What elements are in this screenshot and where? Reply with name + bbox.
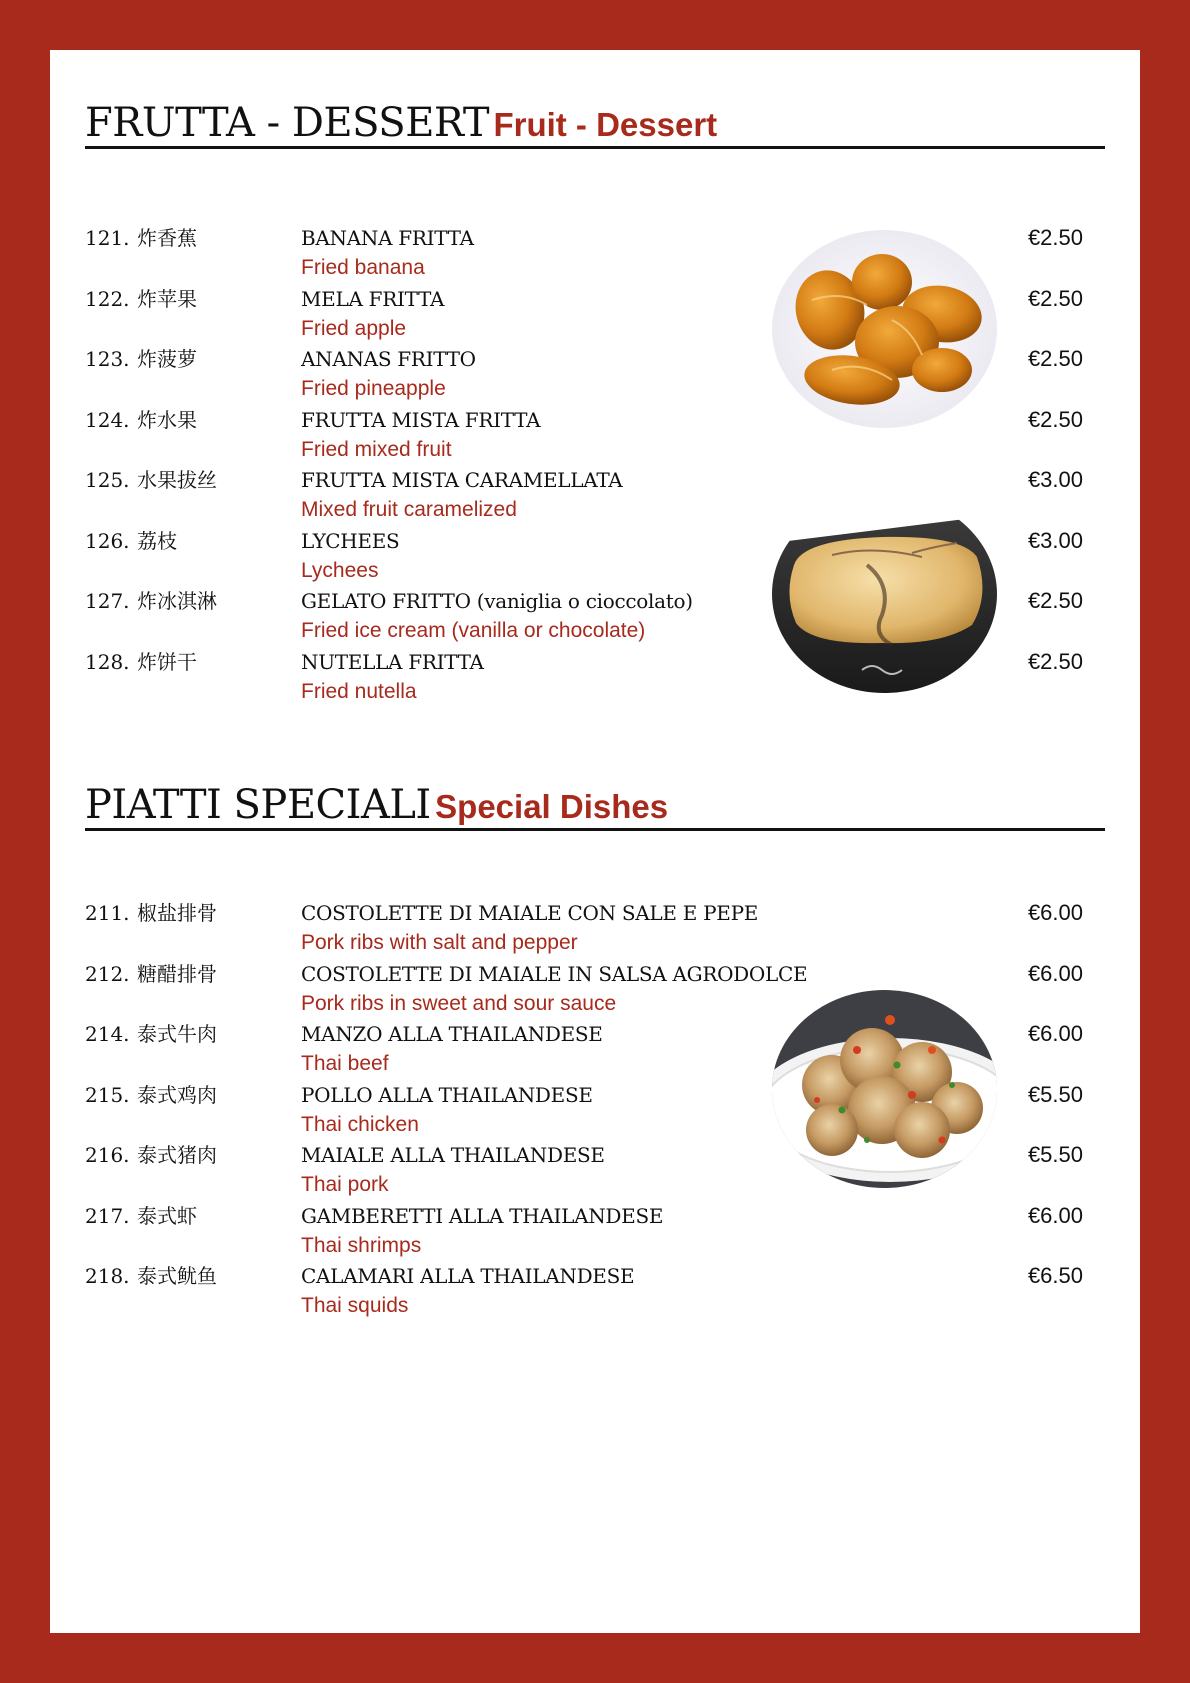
item-number: 218. <box>85 1264 130 1288</box>
item-description: Fried nutella <box>301 679 417 703</box>
item-name: BANANA FRITTA <box>301 226 474 250</box>
menu-page <box>50 50 1140 1633</box>
item-name: GAMBERETTI ALLA THAILANDESE <box>301 1203 664 1228</box>
item-number: 214. <box>85 1022 130 1046</box>
list-item <box>85 406 1105 467</box>
item-chinese-name: 椒盐排骨 <box>137 901 217 925</box>
item-number: 125. <box>85 468 130 492</box>
item-price: €2.50 <box>1027 285 1083 311</box>
item-number: 211. <box>85 901 130 925</box>
item-price: €6.00 <box>1027 1021 1083 1046</box>
item-chinese-name: 水果拔丝 <box>137 468 217 492</box>
fried-ice-cream-photo <box>772 495 997 693</box>
item-chinese-name: 泰式鸡肉 <box>137 1082 217 1107</box>
item-chinese-name: 泰式鱿鱼 <box>137 1264 217 1288</box>
item-number: 215. <box>85 1082 130 1107</box>
item-chinese-name: 炸香蕉 <box>137 226 197 250</box>
item-description: Mixed fruit caramelized <box>301 498 517 521</box>
item-description: Pork ribs in sweet and sour sauce <box>301 991 617 1015</box>
item-chinese-name: 炸冰淇淋 <box>137 589 217 613</box>
item-number: 121. <box>85 226 130 250</box>
item-number: 216. <box>85 1143 130 1167</box>
item-chinese-name: 炸水果 <box>137 407 197 432</box>
item-name: COSTOLETTE DI MAIALE CON SALE E PEPE <box>301 901 759 925</box>
item-price: €6.00 <box>1027 1202 1083 1228</box>
item-number: 212. <box>85 961 130 986</box>
item-description: Thai pork <box>301 1173 389 1196</box>
item-name: COSTOLETTE DI MAIALE IN SALSA AGRODOLCE <box>301 961 808 986</box>
item-name: POLLO ALLA THAILANDESE <box>301 1082 593 1107</box>
list-item <box>85 1202 1105 1263</box>
item-price: €2.50 <box>1027 346 1083 371</box>
section-title-italian: FRUTTA - DESSERT <box>85 100 489 146</box>
item-name: NUTELLA FRITTA <box>301 649 484 674</box>
item-chinese-name: 炸菠萝 <box>137 347 197 371</box>
item-price: €6.50 <box>1027 1263 1083 1288</box>
item-price: €6.00 <box>1027 900 1083 925</box>
item-number: 127. <box>85 589 130 613</box>
item-name: GELATO FRITTO (vaniglia o cioccolato) <box>301 589 693 613</box>
list-item <box>85 899 1105 960</box>
item-chinese-name: 荔枝 <box>137 528 177 553</box>
item-chinese-name: 泰式猪肉 <box>137 1143 217 1167</box>
item-description: Fried pineapple <box>301 377 446 400</box>
item-description: Thai shrimps <box>301 1233 422 1257</box>
section-title-english: Fruit - Dessert <box>493 106 718 143</box>
item-price: €6.00 <box>1027 960 1083 986</box>
item-chinese-name: 泰式牛肉 <box>137 1022 217 1046</box>
item-price: €2.50 <box>1027 648 1083 674</box>
pork-ribs-photo <box>772 990 997 1188</box>
item-name: MELA FRITTA <box>301 286 445 311</box>
item-description: Fried mixed fruit <box>301 437 452 461</box>
item-name: FRUTTA MISTA FRITTA <box>301 407 541 432</box>
item-number: 217. <box>85 1203 130 1228</box>
item-number: 128. <box>85 649 130 674</box>
item-chinese-name: 炸饼干 <box>137 649 197 674</box>
item-number: 122. <box>85 286 130 311</box>
item-description: Lychees <box>301 558 379 582</box>
item-description: Fried banana <box>301 256 425 279</box>
item-price: €2.50 <box>1027 406 1083 432</box>
section-header-dessert <box>85 100 1105 149</box>
section-title-italian: PIATTI SPECIALI <box>85 782 431 828</box>
item-name: FRUTTA MISTA CARAMELLATA <box>301 468 623 492</box>
item-chinese-name: 糖醋排骨 <box>137 961 217 986</box>
item-price: €2.50 <box>1027 225 1083 250</box>
item-name: ANANAS FRITTO <box>301 347 476 371</box>
item-name: MANZO ALLA THAILANDESE <box>301 1022 603 1046</box>
item-number: 124. <box>85 407 130 432</box>
fried-banana-photo <box>772 230 997 428</box>
item-description: Pork ribs with salt and pepper <box>301 931 578 954</box>
item-chinese-name: 炸苹果 <box>137 286 197 311</box>
section-title-english: Special Dishes <box>435 788 669 825</box>
item-price: €5.50 <box>1027 1081 1083 1107</box>
item-description: Fried ice cream (vanilla or chocolate) <box>301 619 646 642</box>
item-price: €3.00 <box>1027 467 1083 492</box>
item-description: Thai beef <box>301 1052 389 1075</box>
item-name: MAIALE ALLA THAILANDESE <box>301 1143 605 1167</box>
item-description: Fried apple <box>301 316 407 340</box>
item-name: LYCHEES <box>301 528 400 553</box>
item-description: Thai chicken <box>301 1112 419 1136</box>
item-description: Thai squids <box>301 1294 409 1317</box>
section-header-special <box>85 782 1105 831</box>
list-item <box>85 1262 1105 1323</box>
item-price: €3.00 <box>1027 527 1083 553</box>
item-chinese-name: 泰式虾 <box>137 1203 197 1228</box>
item-number: 126. <box>85 528 130 553</box>
item-number: 123. <box>85 347 130 371</box>
item-price: €5.50 <box>1027 1142 1083 1167</box>
item-price: €2.50 <box>1027 588 1083 613</box>
item-name: CALAMARI ALLA THAILANDESE <box>301 1264 635 1288</box>
